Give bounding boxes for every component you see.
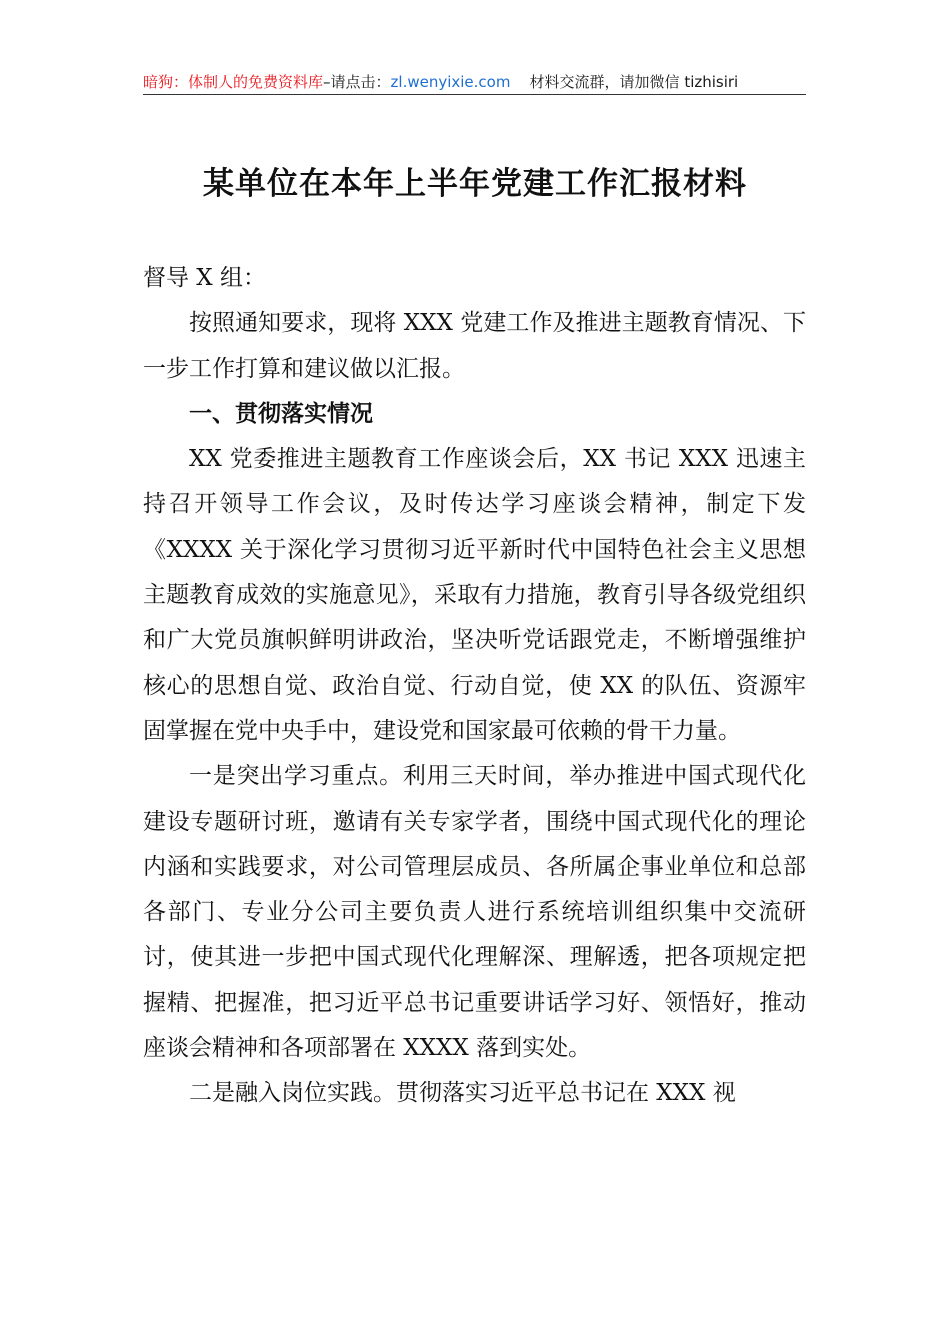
document-title: 某单位在本年上半年党建工作汇报材料 — [203, 166, 747, 202]
header-prompt: –请点击： — [323, 73, 391, 91]
header-group-note: 材料交流群，请加微信 tizhisiri — [529, 73, 739, 91]
header-divider — [143, 94, 806, 95]
body-paragraph: XX 党委推进主题教育工作座谈会后，XX 书记 XXX 迅速主持召开领导工作会议，及时传达学习座谈会精神，制定下发《XXXX 关于深化学习贯彻习近平新时代中国特色社会主义思想主题教育成效的实施意见》，采取有力措施，教育引导各级党组织和广大党员旗帜鲜明讲政治，坚决听党话跟党走，不断增强维护核心的思想自觉、政治自觉、行动自觉，使 XX 的队伍、资源牢固掌握在党中央手中，建设党和国家最可依赖的骨干力量。 — [143, 446, 806, 744]
intro-paragraph: 按照通知要求，现将 XXX 党建工作及推进主题教育情况、下一步工作打算和建议做以汇报。 — [143, 310, 806, 382]
page-header — [143, 70, 806, 94]
document-body — [143, 256, 806, 1117]
header-brand: 暗狗：体制人的免费资料库 — [143, 73, 324, 91]
body-paragraph: 二是融入岗位实践。贯彻落实习近平总书记在 XXX 视 — [189, 1080, 736, 1107]
salutation: 督导 X 组： — [143, 265, 266, 291]
section-heading: 一、贯彻落实情况 — [189, 400, 373, 427]
header-url-link[interactable]: zl.wenyixie.com — [390, 73, 511, 91]
body-paragraph: 一是突出学习重点。利用三天时间，举办推进中国式现代化建设专题研讨班，邀请有关专家学者，围绕中国式现代化的理论内涵和实践要求，对公司管理层成员、各所属企事业单位和总部各部门、专业分公司主要负责人进行系统培训组织集中交流研讨，使其进一步把中国式现代化理解深、理解透，把各项规定把握精、把握准，把习近平总书记重要讲话学习好、领悟好，推动座谈会精神和各项部署在 XXXX 落到实处。 — [143, 763, 806, 1062]
